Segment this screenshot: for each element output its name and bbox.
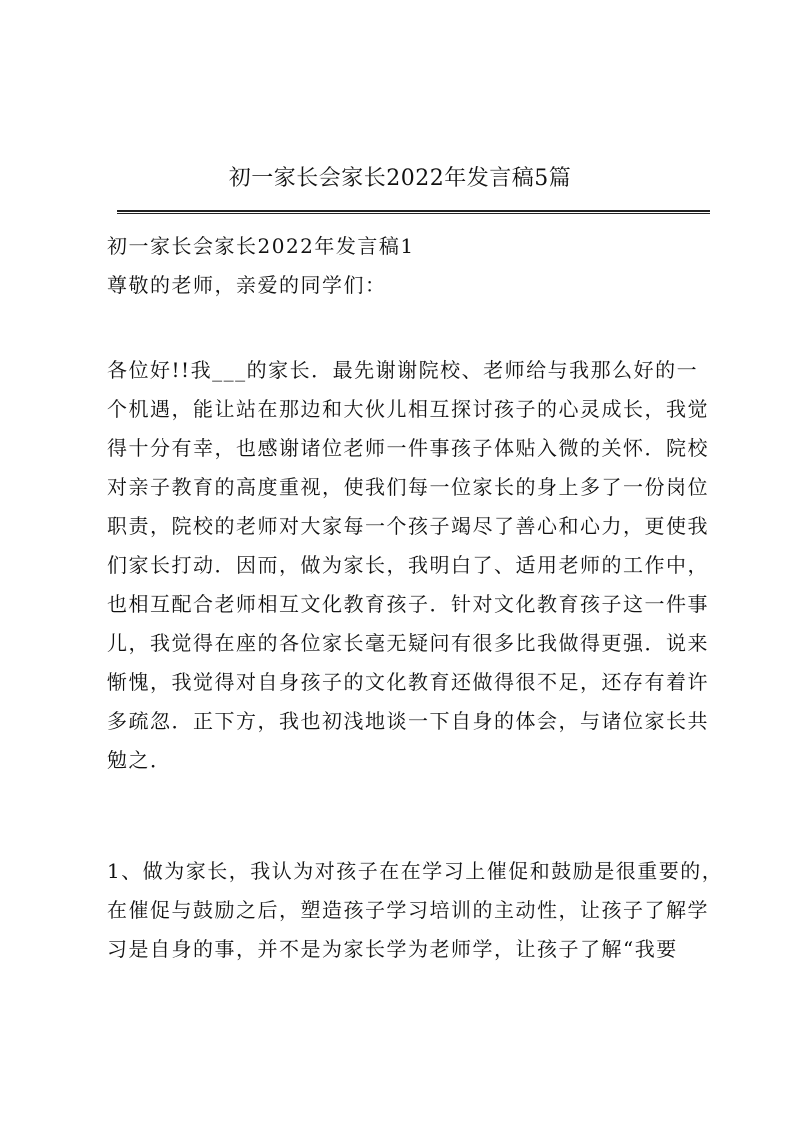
paragraph-line: 个机遇，能让站在那边和大伙儿相互探讨孩子的心灵成长，我觉 <box>107 397 709 421</box>
paragraph-line: 儿，我觉得在座的各位家长毫无疑问有很多比我做得更强．说来 <box>107 631 709 655</box>
paragraph-line: 们家长打动．因而，做为家长，我明白了、适用老师的工作中， <box>107 553 709 577</box>
paragraph-line: 1、做为家长，我认为对孩子在在学习上催促和鼓励是很重要的， <box>107 859 724 883</box>
paragraph-line: 也相互配合老师相互文化教育孩子．针对文化教育孩子这一件事 <box>107 592 709 616</box>
salutation: 尊敬的老师，亲爱的同学们： <box>107 273 387 297</box>
paragraph-line: 多疏忽．正下方，我也初浅地谈一下自身的体会，与诸位家长共 <box>107 709 709 733</box>
paragraph-line: 职责，院校的老师对大家每一个孩子竭尽了善心和心力，更使我 <box>107 514 709 538</box>
paragraph-line: 习是自身的事，并不是为家长学为老师学，让孩子了解“我要 <box>107 937 678 961</box>
paragraph-line: 惭愧，我觉得对自身孩子的文化教育还做得很不足，还存有着许 <box>107 670 709 694</box>
paragraph-line: 得十分有幸，也感谢诸位老师一件事孩子体贴入微的关怀．院校 <box>107 436 709 460</box>
paragraph-line: 在催促与鼓励之后，塑造孩子学习培训的主动性，让孩子了解学 <box>107 898 709 922</box>
paragraph-line: 各位好!!我___的家长．最先谢谢院校、老师给与我那么好的一 <box>107 358 699 382</box>
paragraph-line: 勉之． <box>107 748 172 772</box>
section-heading: 初一家长会家长2022年发言稿1 <box>107 234 415 258</box>
document-title: 初一家长会家长2022年发言稿5篇 <box>228 166 572 191</box>
paragraph-line: 对亲子教育的高度重视，使我们每一位家长的身上多了一份岗位 <box>107 475 709 499</box>
title-divider <box>117 210 710 214</box>
